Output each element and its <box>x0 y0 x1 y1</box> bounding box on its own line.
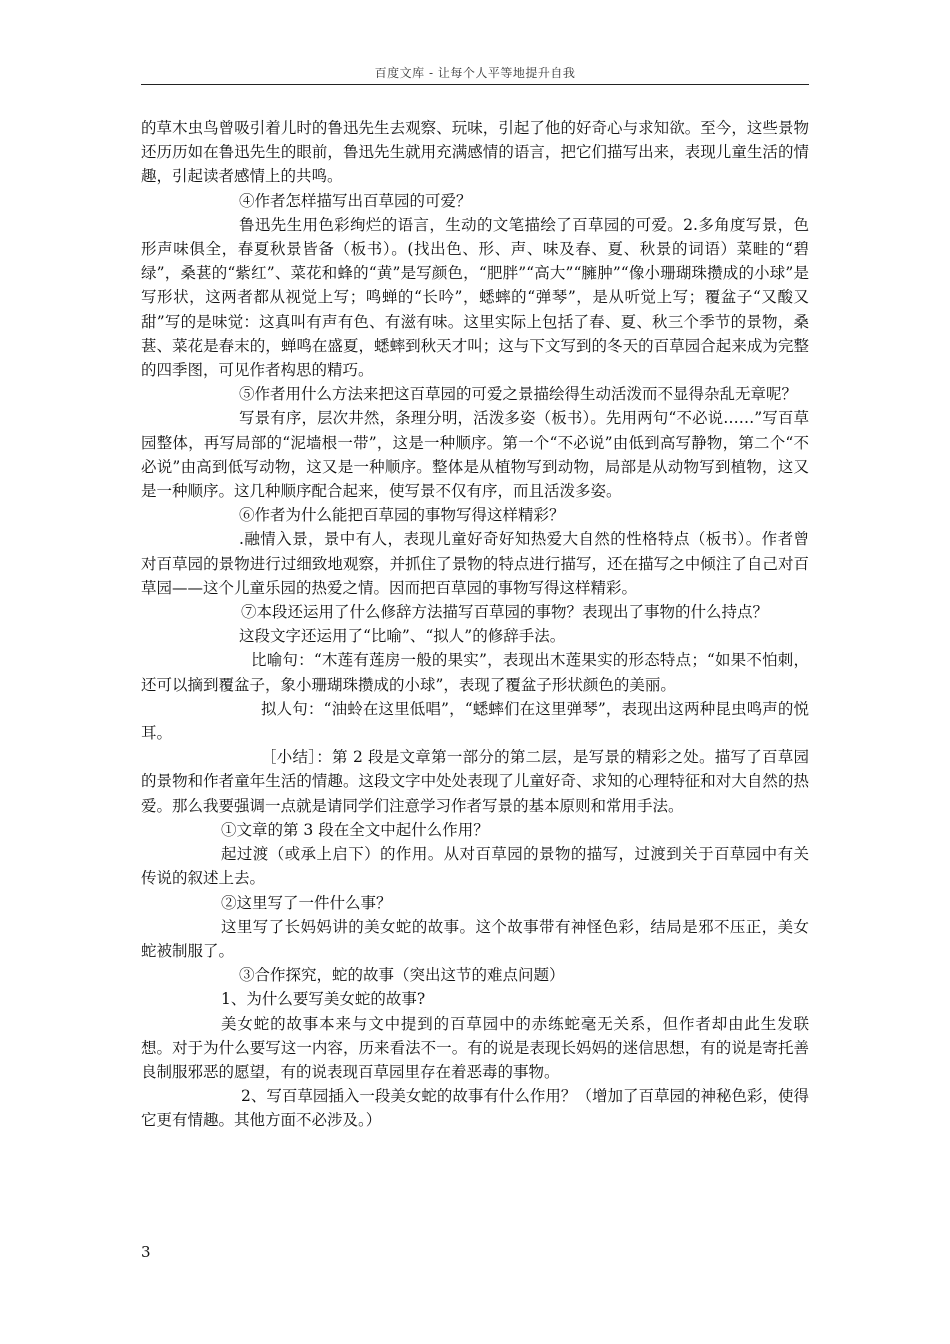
question-heading: ⑤作者用什么方法来把这百草园的可爱之景描绘得生动活泼而不显得杂乱无章呢？ <box>239 385 798 404</box>
paragraph: 比喻句：“木莲有莲房一般的果实”，表现出木莲果实的形态特点；“如果不怕刺，还可以摘到覆盆子，象小珊瑚珠攒成的小球”，表现了覆盆子形状颜色的美丽。 <box>141 651 809 694</box>
question-heading: ③合作探究，蛇的故事（突出这节的难点问题） <box>239 966 565 985</box>
question-heading: 1、为什么要写美女蛇的故事? <box>221 990 426 1009</box>
paragraph: 起过渡（或承上启下）的作用。从对百草园的景物的描写，过渡到关于百草园中有关传说的叙述上去。 <box>141 845 809 888</box>
paragraph: 的草木虫鸟曾吸引着儿时的鲁迅先生去观察、玩味，引起了他的好奇心与求知欲。至今，这些景物还历历如在鲁迅先生的眼前，鲁迅先生就用充满感情的语言，把它们描写出来，表现儿童生活的情趣，引起读者感情上的共鸣。 <box>141 119 809 186</box>
paragraph: 写景有序，层次井然，条理分明，活泼多姿（板书）。先用两句“不必说……”写百草园整体，再写局部的“泥墙根一带”，这是一种顺序。第一个“不必说”由低到高写静物，第二个“不必说”由高到低写动物，这又是一种顺序。整体是从植物写到动物，局部是从动物写到植物，这又是一种顺序。这几种顺序配合起来，使写景不仅有序，而且活泼多姿。 <box>141 409 809 501</box>
paragraph: .融情入景，景中有人，表现儿童好奇好知热爱大自然的性格特点（板书）。作者曾对百草园的景物进行过细致地观察，并抓住了景物的特点进行描写，还在描写之中倾注了自己对百草园——这个儿童乐园的热爱之情。因而把百草园的事物写得这样精彩。 <box>141 530 809 597</box>
page-header: 百度文库 - 让每个人平等地提升自我 <box>374 66 576 80</box>
question-heading: ④作者怎样描写出百草园的可爱？ <box>239 191 472 210</box>
header-divider <box>141 84 809 85</box>
summary-paragraph: ［小结］：第 2 段是文章第一部分的第二层，是写景的精彩之处。描写了百草园的景物和作者童年生活的情趣。这段文字中处处表现了儿童好奇、求知的心理特征和对大自然的热爱。那么我要强调一点就是请同学们注意学习作者写景的基本原则和常用手法。 <box>141 748 809 815</box>
question-heading: ①文章的第 3 段在全文中起什么作用？ <box>221 820 489 839</box>
paragraph: 美女蛇的故事本来与文中提到的百草园中的赤练蛇毫无关系，但作者却由此生发联想。对于为什么要写这一内容，历来看法不一。有的说是表现长妈妈的迷信思想，有的说是寄托善良制服邪恶的愿望，有的说表现百草园里存在着恶毒的事物。 <box>141 1014 809 1081</box>
paragraph: 鲁迅先生用色彩绚烂的语言，生动的文笔描绘了百草园的可爱。2.多角度写景，色形声味俱全，春夏秋景皆备（板书）。(找出色、形、声、味及春、夏、秋景的词语）菜畦的“碧绿”，桑葚的“紫红”、菜花和蜂的“黄”是写颜色，“肥胖”“高大”“臃肿”“像小珊瑚珠攒成的小球”是写形状，这两者都从视觉上写；鸣蝉的“长吟”，蟋蟀的“弹琴”，是从听觉上写；覆盆子“又酸又甜”写的是味觉：这真叫有声有色、有滋有味。这里实际上包括了春、夏、秋三个季节的景物，桑葚、菜花是春末的，蝉鸣在盛夏，蟋蟀到秋天才叫；这与下文写到的冬天的百草园合起来成为完整的四季图，可见作者构思的精巧。 <box>141 215 809 380</box>
paragraph: 这段文字还运用了“比喻”、“拟人”的修辞手法。 <box>239 627 566 646</box>
document-body <box>141 116 809 1133</box>
question-heading: ②这里写了一件什么事？ <box>221 893 392 912</box>
paragraph: 拟人句：“油蛉在这里低唱”，“蟋蟀们在这里弹琴”，表现出这两种昆虫鸣声的悦耳。 <box>141 699 809 743</box>
paragraph: 2、写百草园插入一段美女蛇的故事有什么作用？（增加了百草园的神秘色彩，使得它更有情趣。其他方面不必涉及。） <box>141 1087 809 1130</box>
question-heading: ⑥作者为什么能把百草园的事物写得这样精彩？ <box>239 506 565 525</box>
page-number: 3 <box>141 1243 151 1261</box>
question-heading: ⑦本段还运用了什么修辞方法描写百草园的事物？表现出了事物的什么持点？ <box>241 603 769 622</box>
paragraph: 这里写了长妈妈讲的美女蛇的故事。这个故事带有神怪色彩，结局是邪不压正，美女蛇被制服了。 <box>141 917 809 960</box>
